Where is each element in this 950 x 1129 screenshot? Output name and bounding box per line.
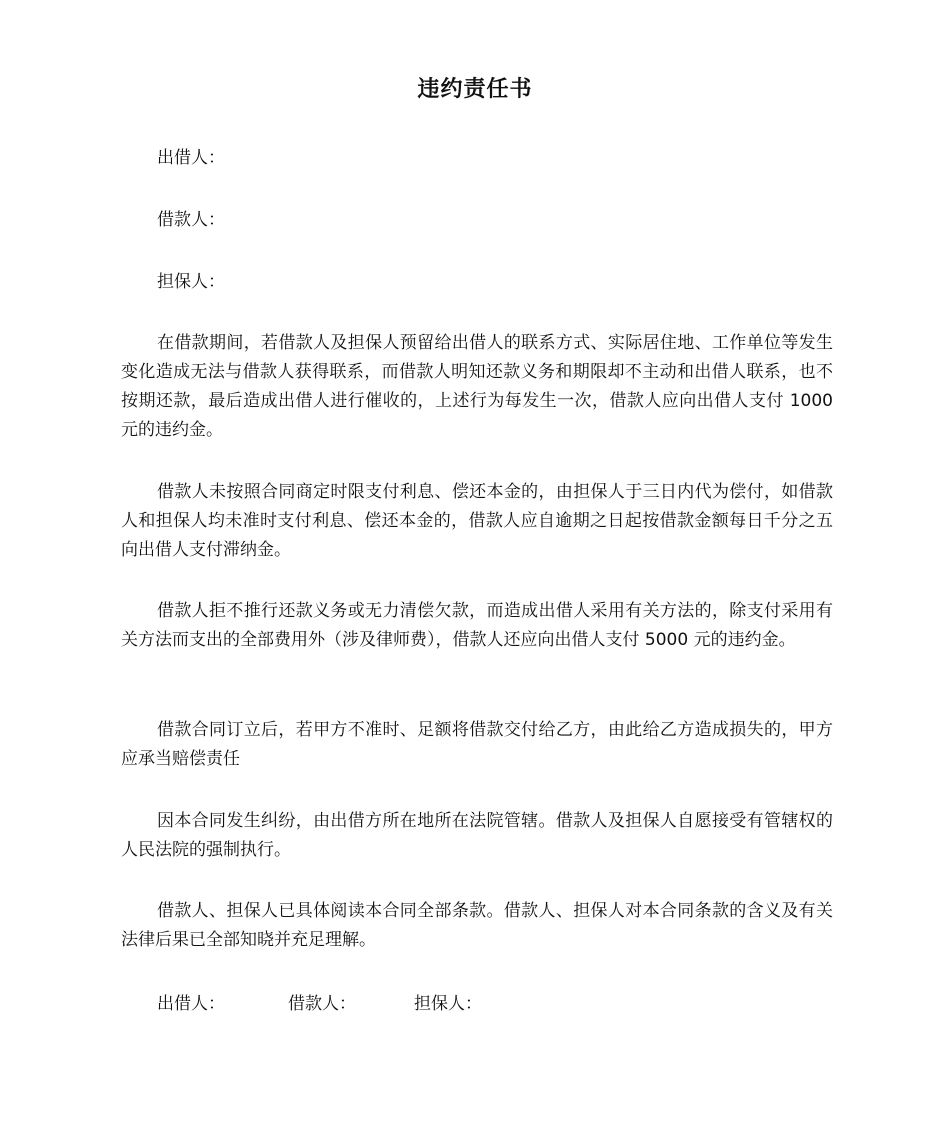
lender-signature-label: 出借人： bbox=[157, 994, 225, 1014]
paragraph-refusal-penalty: 借款人拒不推行还款义务或无力清偿欠款，而造成出借人采用有关方法的，除支付采用有关方法而支出的全部费用外（涉及律师费），借款人还应向出借人支付 5000 元的违约金。 bbox=[121, 601, 833, 650]
guarantor-label: 担保人： bbox=[157, 272, 225, 292]
paragraph-late-payment: 借款人未按照合同商定时限支付利息、偿还本金的，由担保人于三日内代为偿付，如借款人和担保人均未准时支付利息、偿还本金的，借款人应自逾期之日起按借款金额每日千分之五向出借人支付滞纳金。 bbox=[121, 482, 833, 560]
guarantor-signature-label: 担保人： bbox=[414, 994, 482, 1014]
paragraph-jurisdiction: 因本合同发生纠纷，由出借方所在地所在法院管辖。借款人及担保人自愿接受有管辖权的人民法院的强制执行。 bbox=[121, 811, 833, 860]
paragraph-acknowledgement: 借款人、担保人已具体阅读本合同全部条款。借款人、担保人对本合同条款的含义及有关法律后果已全部知晓并充足理解。 bbox=[121, 901, 833, 950]
lender-label: 出借人： bbox=[157, 148, 225, 168]
paragraph-contact-change: 在借款期间，若借款人及担保人预留给出借人的联系方式、实际居住地、工作单位等发生变化造成无法与借款人获得联系，而借款人明知还款义务和期限却不主动和出借人联系，也不按期还款，最后造成出借人进行催收的，上述行为每发生一次，借款人应向出借人支付 1000 元的违约金。 bbox=[121, 333, 833, 440]
borrower-label: 借款人： bbox=[157, 210, 225, 230]
paragraph-lender-liability: 借款合同订立后，若甲方不准时、足额将借款交付给乙方，由此给乙方造成损失的，甲方应承当赔偿责任 bbox=[121, 720, 833, 769]
document-title: 违约责任书 bbox=[417, 77, 533, 102]
borrower-signature-label: 借款人： bbox=[288, 994, 356, 1014]
